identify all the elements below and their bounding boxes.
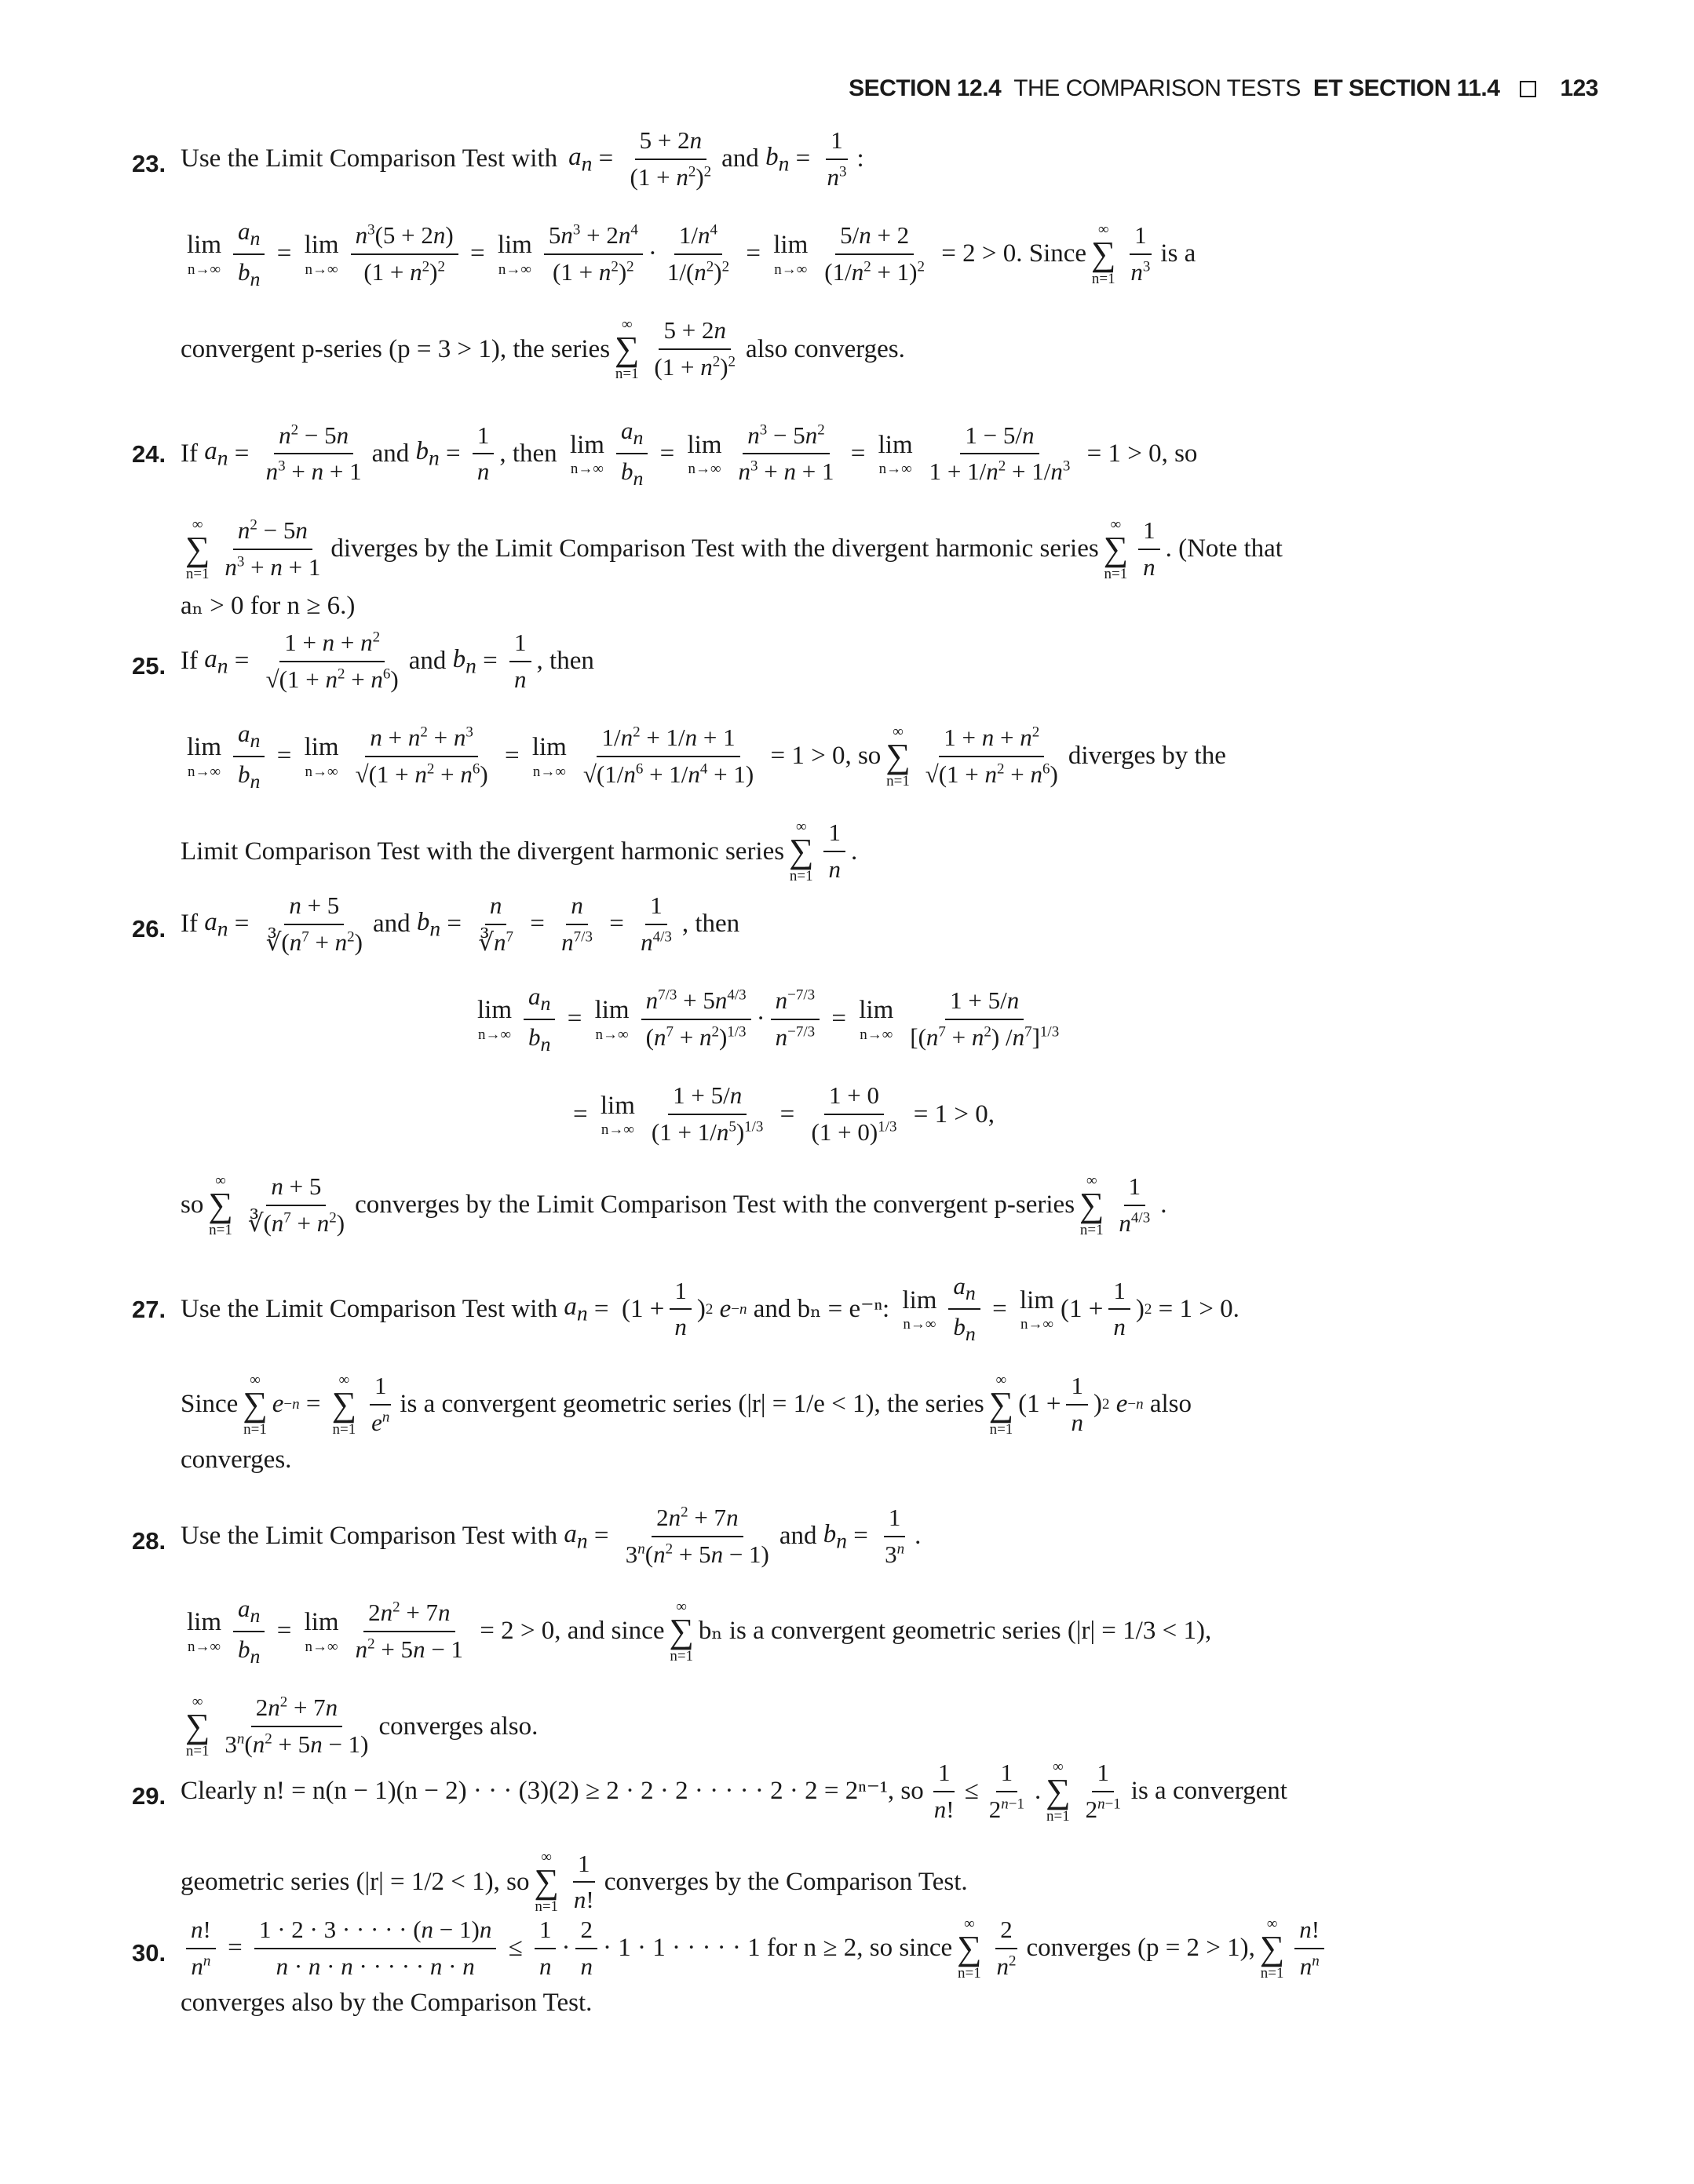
problem-line: = lim n→∞ $\frac{1 + 5/n}{(1 + 1/n^5)^{1/3}}$ = $\frac{1 + 0}{(1 + 0)^{1/3}}$ = 1 > 0, [573, 1081, 995, 1147]
section-title: THE COMPARISON TESTS [1013, 75, 1301, 101]
problem-line: Limit Comparison Test with the divergent harmonic series ∞ ∑ n=1 $\frac{1}{n}$ . [181, 819, 858, 885]
problem-line: so ∞ ∑ n=1 $\frac{n + 5}{∛(n^7 + n^2)}$ converges by the Limit Comparison Test with the convergent p-series ∞ ∑ n=1 $\frac{1}{n^{4/3}}$ . [181, 1172, 1167, 1238]
problem-number: 23. [132, 150, 166, 177]
problem-line: ∞ ∑ n=1 $\frac{2n^2 + 7n}{3^n(n^2 + 5n - 1)}$ converges also. [185, 1694, 539, 1760]
problem-29 [132, 1758, 1601, 1939]
problem-line: Since ∞ ∑ n=1 e −n = ∞ ∑ n=1 $\frac{1}{e^n}$ is a convergent geometric series (|r| = 1/e < 1), the series ∞ ∑ n=1 (1 + $\frac{1}{n}$ ) 2 e −n also [181, 1371, 1192, 1438]
problem-number: 30. [132, 1939, 166, 1967]
problem-line: aₙ > 0 for n ≥ 6.) [181, 592, 356, 621]
problem-line: If $a_n$ = $\frac{n^2 - 5n}{n^3 + n + 1}$ and $b_n$ = $\frac{1}{n}$ , then lim n→∞ $\frac{a_n}{b_n}$ = lim n→∞ $\frac{n^3 - 5n^2}{n^3 + n + 1}$ = lim n→∞ $\frac{1 - 5/n}{1 + 1/n^2 + 1/n^3}$ = 1 > 0, so [181, 417, 1198, 490]
problem-line: convergent p-series (p = 3 > 1), the series ∞ ∑ n=1 $\frac{5 + 2n}{(1 + n^2)^2}$ also converges. [181, 316, 905, 383]
problem-number: 29. [132, 1782, 166, 1810]
problem-number: 27. [132, 1296, 166, 1323]
problem-30 [132, 1915, 1601, 2043]
problem-line: converges also by the Comparison Test. [181, 1988, 593, 2017]
problem-28 [132, 1503, 1601, 1784]
et-section-label: ET SECTION 11.4 [1312, 75, 1500, 101]
problem-24 [132, 416, 1601, 647]
problem-25 [132, 628, 1601, 909]
problem-line: lim n→∞ $\frac{a_n}{b_n}$ = lim n→∞ $\frac{n^{7/3} + 5n^{4/3}}{(n^7 + n^2)^{1/3}}$ · $\frac{n^{-7/3}}{n^{-7/3}}$ = lim n→∞ $\frac{1 + 5/n}{[(n^7 + n^2) /n^7]^{1/3}}$ [477, 982, 1060, 1056]
problem-number: 26. [132, 915, 166, 943]
problem-26 [132, 891, 1601, 1262]
problem-line: Clearly n! = n(n − 1)(n − 2) · · · (3)(2) ≥ 2 · 2 · 2 · · · · · 2 · 2 = 2ⁿ⁻¹, so $\frac{1}{n!}$ ≤ $\frac{1}{2^{n-1}}$ . ∞ ∑ n=1 $\frac{1}{2^{n-1}}$ is a convergent [181, 1758, 1287, 1825]
problem-line: Use the Limit Comparison Test with $a_n$ = $\frac{2n^2 + 7n}{3^n(n^2 + 5n - 1)}$ and $b_n$ = $\frac{1}{3^n}$ . [181, 1504, 922, 1568]
problem-27 [132, 1271, 1601, 1500]
box-icon [1520, 81, 1536, 97]
problem-line: lim n→∞ $\frac{a_n}{b_n}$ = lim n→∞ $\frac{n^3(5 + 2n)}{(1 + n^2)^2}$ = lim n→∞ $\frac{5n^3 + 2n^4}{(1 + n^2)^2}$ · $\frac{1/n^4}{1/(n^2)^2}$ = lim n→∞ $\frac{5/n + 2}{(1/n^2 + 1)^2}$ = 2 > 0. Since ∞ ∑ n=1 $\frac{1}{n^3}$ is a [187, 217, 1196, 291]
problem-line: Use the Limit Comparison Test with $a_n$ = $\frac{5 + 2n}{(1 + n^2)^2}$ and $b_n$ = $\frac{1}{n^3}$ : [181, 126, 864, 191]
problem-number: 25. [132, 652, 166, 680]
problem-line: lim n→∞ $\frac{a_n}{b_n}$ = lim n→∞ $\frac{2n^2 + 7n}{n^2 + 5n - 1}$ = 2 > 0, and since ∞ ∑ n=1 bₙ is a convergent geometric series (|r| = 1/3 < 1), [187, 1594, 1212, 1668]
problem-line: Use the Limit Comparison Test with $a_n$ = (1 + $\frac{1}{n}$ ) 2 e −n and bₙ = e⁻ⁿ: lim n→∞ $\frac{a_n}{b_n}$ = lim n→∞ (1 + $\frac{1}{n}$ ) 2 = 1 > 0. [181, 1272, 1239, 1346]
running-header [849, 75, 1598, 102]
problem-line: If $a_n$ = $\frac{1 + n + n^2}{√(1 + n^2 + n^6)}$ and $b_n$ = $\frac{1}{n}$ , then [181, 629, 594, 693]
problem-line: $\frac{n!}{n^n}$ = $\frac{1 \cdot 2 \cdot 3 \cdot \cdot \cdot \cdot \cdot (n - 1)n}{n \cdot n \cdot n \cdot \cdot \cdot \cdot \cdot n \cdot n}$ ≤ $\frac{1}{n}$ · $\frac{2}{n}$ · 1 · 1 · · · · · 1 for n ≥ 2, so since ∞ ∑ n=1 $\frac{2}{n^2}$ converges (p = 2 > 1), ∞ ∑ n=1 $\frac{n!}{n^n}$ [181, 1915, 1601, 1982]
section-label: SECTION 12.4 [849, 75, 1002, 101]
problem-number: 28. [132, 1527, 166, 1555]
problem-line: geometric series (|r| = 1/2 < 1), so ∞ ∑ n=1 $\frac{1}{n!}$ converges by the Comparison Test. [181, 1849, 968, 1916]
page-number: 123 [1560, 75, 1598, 101]
problem-number: 24. [132, 440, 166, 468]
problem-line: lim n→∞ $\frac{a_n}{b_n}$ = lim n→∞ $\frac{n + n^2 + n^3}{√(1 + n^2 + n^6)}$ = lim n→∞ $\frac{1/n^2 + 1/n + 1}{√(1/n^6 + 1/n^4 + 1)}$ = 1 > 0, so ∞ ∑ n=1 $\frac{1 + n + n^2}{√(1 + n^2 + n^6)}$ diverges by the [187, 719, 1226, 793]
problem-line: If $a_n$ = $\frac{n + 5}{∛(n^7 + n^2)}$ and $b_n$ = $\frac{n}{∛n^7}$ = $\frac{n}{n^{7/3}}$ = $\frac{1}{n^{4/3}}$ , then [181, 891, 740, 956]
problem-line: converges. [181, 1446, 292, 1475]
problem-line: ∞ ∑ n=1 $\frac{n^2 - 5n}{n^3 + n + 1}$ diverges by the Limit Comparison Test with the divergent harmonic series ∞ ∑ n=1 $\frac{1}{n}$ . (Note that [185, 516, 1283, 582]
problem-23 [132, 126, 1601, 407]
